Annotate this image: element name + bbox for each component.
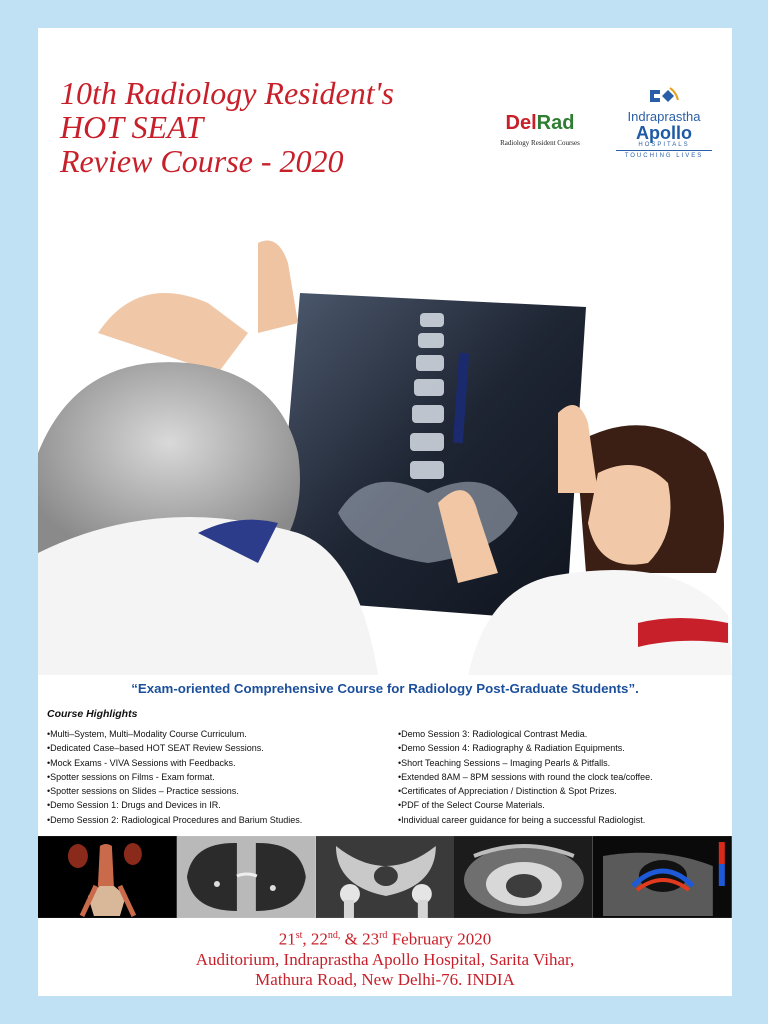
delrad-logo xyxy=(484,112,596,147)
list-item: • Multi–System, Multi–Modality Course Curriculum. xyxy=(47,727,392,741)
list-item: • Demo Session 2: Radiological Procedures and Barium Studies. xyxy=(47,813,392,827)
list-item: • Dedicated Case–based HOT SEAT Review Sessions. xyxy=(47,741,392,755)
event-address: Mathura Road, New Delhi-76. INDIA xyxy=(255,969,515,989)
doppler-ultrasound-image xyxy=(593,836,732,918)
highlights-right-list xyxy=(398,727,728,827)
apollo-divider xyxy=(616,150,712,151)
list-item: • Demo Session 1: Drugs and Devices in IR. xyxy=(47,798,392,812)
highlights-left-list xyxy=(47,727,392,827)
event-venue: Auditorium, Indraprastha Apollo Hospital, Sarita Vihar, xyxy=(195,949,575,969)
course-highlights-heading: Course Highlights xyxy=(47,708,138,720)
list-item: • PDF of the Select Course Materials. xyxy=(398,798,728,812)
apollo-logo-sub: HOSPITALS xyxy=(638,142,690,148)
list-item: • Certificates of Appreciation / Distinction & Spot Prizes. xyxy=(398,784,728,798)
poster xyxy=(38,28,732,996)
list-item: • Individual career guidance for being a successful Radiologist. xyxy=(398,813,728,827)
delrad-tagline: Radiology Resident Courses xyxy=(500,139,580,147)
list-item: • Demo Session 4: Radiography & Radiation Equipments. xyxy=(398,741,728,755)
list-item: • Demo Session 3: Radiological Contrast Media. xyxy=(398,727,728,741)
course-tagline: “Exam-oriented Comprehensive Course for Radiology Post-Graduate Students”. xyxy=(131,681,639,696)
event-footer xyxy=(38,926,732,990)
title-line-3: Review Course - 2020 xyxy=(60,143,344,179)
aorta-3d-image xyxy=(38,836,177,918)
lung-ct-image xyxy=(177,836,316,918)
delrad-logo-rad: Rad xyxy=(536,112,575,134)
apollo-logo xyxy=(610,86,718,159)
mri-pelvis-image xyxy=(454,836,593,918)
doctors-xray-photo xyxy=(38,213,732,675)
delrad-logo-del: Del xyxy=(505,112,537,134)
apollo-logo-main: Apollo xyxy=(636,123,692,143)
imaging-strip xyxy=(38,836,732,918)
list-item: • Mock Exams - VIVA Sessions with Feedbacks. xyxy=(47,756,392,770)
event-dates: 21st, $22^{nd,}$ & 23rd February 2020 xyxy=(278,929,492,949)
title-line-2: HOT SEAT xyxy=(60,109,204,145)
list-item: • Spotter sessions on Films - Exam format. xyxy=(47,770,392,784)
course-title xyxy=(60,76,394,178)
title-line-1: 10th Radiology Resident's xyxy=(60,75,394,111)
pelvis-xray-image xyxy=(316,836,455,918)
list-item: • Short Teaching Sessions – Imaging Pearls & Pitfalls. xyxy=(398,756,728,770)
list-item: • Spotter sessions on Slides – Practice sessions. xyxy=(47,784,392,798)
apollo-tagline: TOUCHING LIVES xyxy=(624,153,704,159)
apollo-logo-top: Indraprastha xyxy=(627,109,701,124)
list-item: • Extended 8AM – 8PM sessions with round the clock tea/coffee. xyxy=(398,770,728,784)
apollo-emblem-icon xyxy=(644,86,684,108)
